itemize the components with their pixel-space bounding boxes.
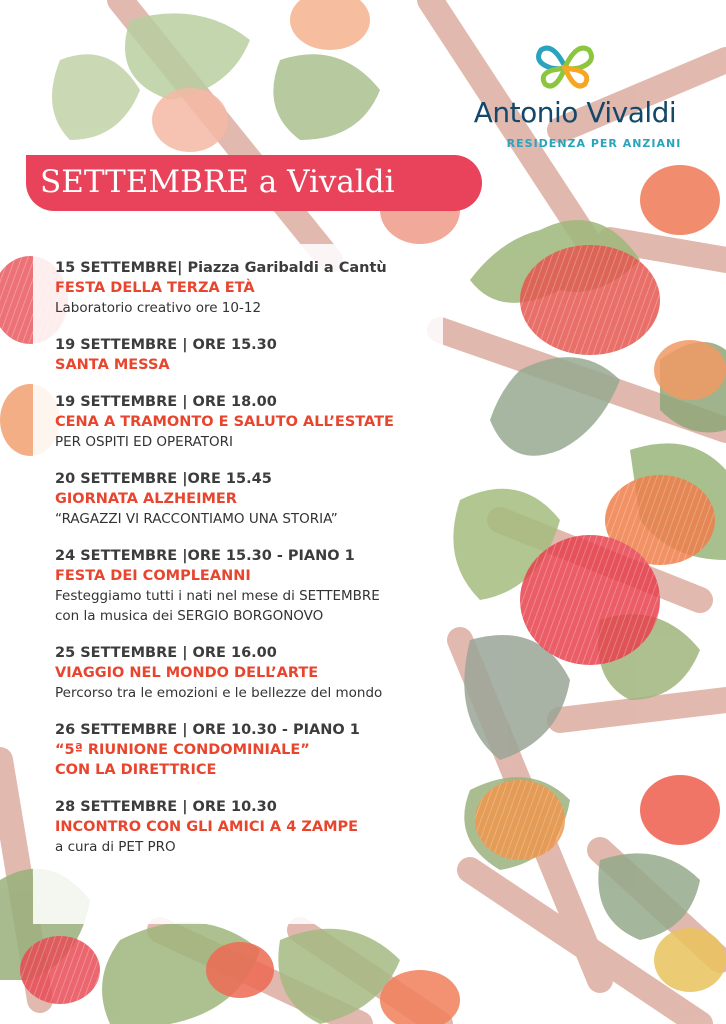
event-title: INCONTRO CON GLI AMICI A 4 ZAMPE bbox=[55, 819, 359, 835]
event-date: 19 SETTEMBRE | ORE 15.30 bbox=[55, 337, 277, 353]
event-description: con la musica dei SERGIO BORGONOVO bbox=[55, 608, 324, 624]
event-item bbox=[55, 643, 455, 703]
event-title: CON LA DIRETTRICE bbox=[55, 762, 217, 778]
event-item bbox=[55, 546, 455, 626]
event-title: GIORNATA ALZHEIMER bbox=[55, 491, 237, 507]
event-title: “5ª RIUNIONE CONDOMINIALE” bbox=[55, 742, 310, 758]
events-list bbox=[55, 258, 455, 874]
event-item bbox=[55, 258, 455, 318]
event-description: Percorso tra le emozioni e le bellezze del mondo bbox=[55, 685, 383, 701]
brand-subtitle: RESIDENZA PER ANZIANI bbox=[506, 137, 682, 150]
event-item bbox=[55, 797, 455, 857]
banner-title: SETTEMBRE a Vivaldi bbox=[40, 164, 395, 200]
month-banner bbox=[26, 155, 482, 211]
event-title: VIAGGIO NEL MONDO DELL’ARTE bbox=[55, 665, 319, 681]
event-date: 24 SETTEMBRE |ORE 15.30 - PIANO 1 bbox=[55, 548, 355, 564]
butterfly-logo-icon bbox=[535, 40, 595, 95]
event-date: 28 SETTEMBRE | ORE 10.30 bbox=[55, 799, 277, 815]
logo bbox=[440, 40, 710, 160]
event-description: PER OSPITI ED OPERATORI bbox=[55, 434, 233, 450]
event-description: Festeggiamo tutti i nati nel mese di SETTEMBRE bbox=[55, 588, 380, 604]
brand-name: Antonio Vivaldi bbox=[473, 96, 677, 129]
event-date: 20 SETTEMBRE |ORE 15.45 bbox=[55, 471, 272, 487]
event-title: FESTA DEI COMPLEANNI bbox=[55, 568, 251, 584]
event-description: Laboratorio creativo ore 10-12 bbox=[55, 300, 262, 316]
event-description: “RAGAZZI VI RACCONTIAMO UNA STORIA” bbox=[55, 511, 338, 527]
event-title: SANTA MESSA bbox=[55, 357, 170, 373]
event-item bbox=[55, 335, 455, 375]
event-date: 26 SETTEMBRE | ORE 10.30 - PIANO 1 bbox=[55, 722, 360, 738]
event-item bbox=[55, 469, 455, 529]
event-title: FESTA DELLA TERZA ETÀ bbox=[55, 280, 255, 296]
event-date: 19 SETTEMBRE | ORE 18.00 bbox=[55, 394, 277, 410]
event-description: a cura di PET PRO bbox=[55, 839, 176, 855]
event-date: 15 SETTEMBRE| Piazza Garibaldi a Cantù bbox=[55, 260, 387, 276]
event-item bbox=[55, 392, 455, 452]
event-date: 25 SETTEMBRE | ORE 16.00 bbox=[55, 645, 277, 661]
event-item bbox=[55, 720, 455, 780]
event-title: CENA A TRAMONTO E SALUTO ALL’ESTATE bbox=[55, 414, 394, 430]
